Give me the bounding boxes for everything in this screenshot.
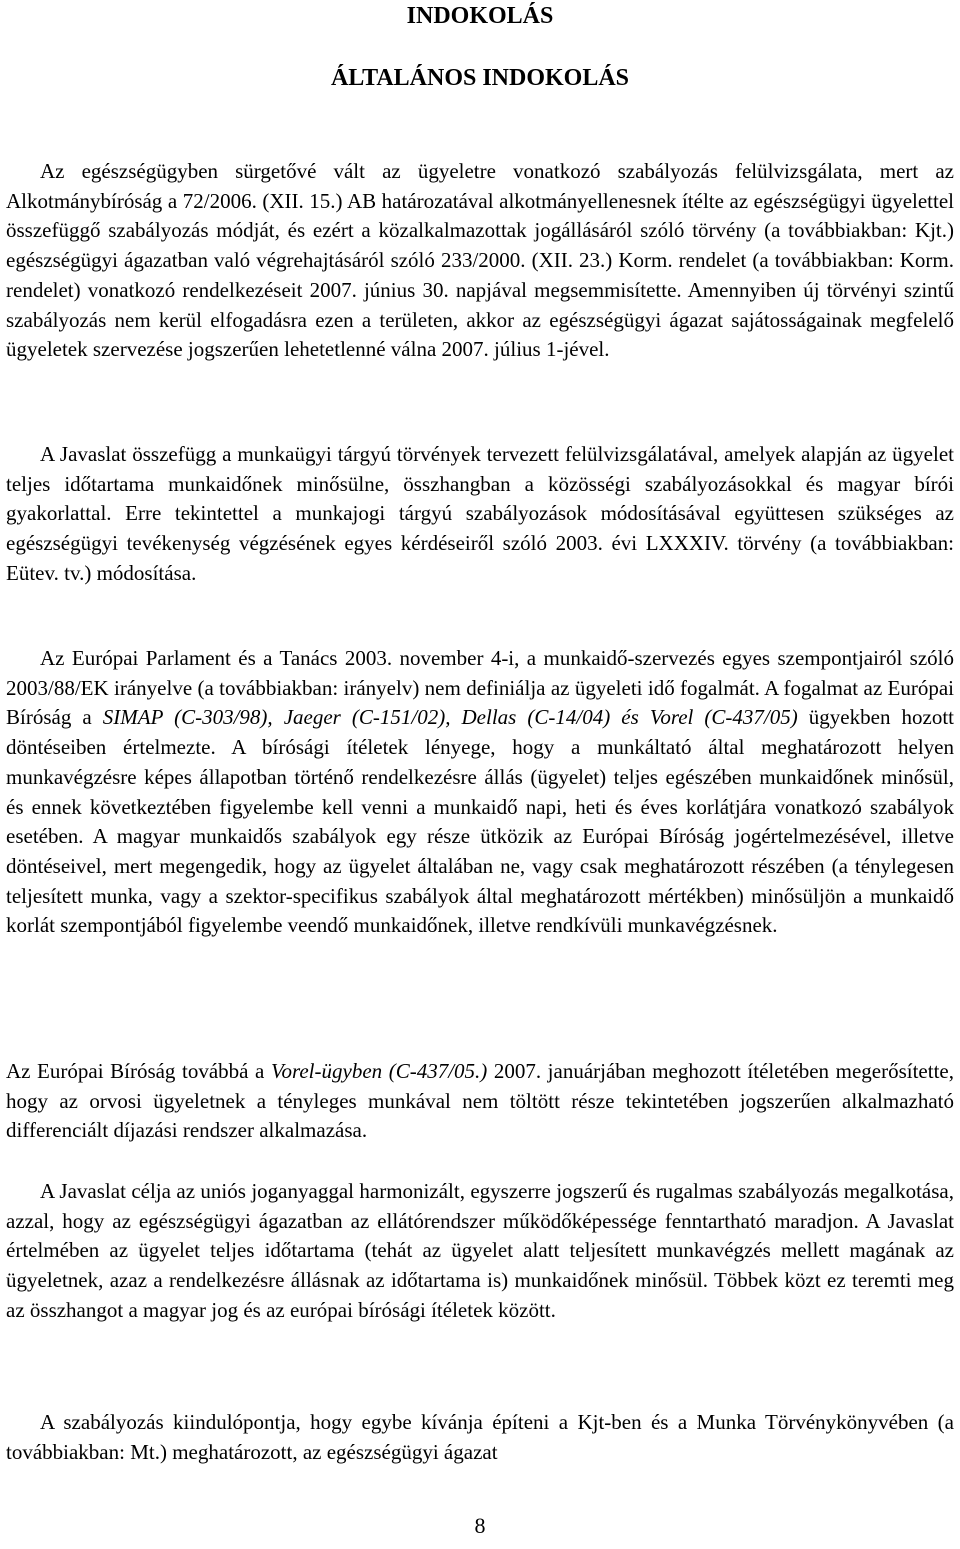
paragraph-2: A Javaslat összefügg a munkaügyi tárgyú törvények tervezett felülvizsgálatával, amelyek alapján az ügyelet teljes időtartama munkaidőnek minősülne, összhangban a közösségi szabályozásokkal és magyar bírói gyakorlattal. Erre tekintettel a munkajogi tárgyú szabályozások módosításával együttesen szükséges az egészségügyi tevékenység végzésének egyes kérdéseiről szóló 2003. évi LXXXIV. törvény (a továbbiakban: Eütev. tv.) módosítása.	[6, 442, 954, 585]
paragraph-1: Az egészségügyben sürgetővé vált az ügyeletre vonatkozó szabályozás felülvizsgálata, mert az Alkotmánybíróság a 72/2006. (XII. 15.) AB határozatával alkotmányellenesnek ítélte az egészségügyi ügyelettel összefüggő szabályozás módját, és ezért a közalkalmazottak jogállásáról szóló törvény (a továbbiakban: Kjt.) egészségügyi ágazatban való végrehajtásáról szóló 233/2000. (XII. 23.) Korm. rendelet (a továbbiakban: Korm. rendelet) vonatkozó rendelkezéseit 2007. június 30. napjával megsemmisítette. Amennyiben új törvényi szintű szabályozás nem kerül elfogadásra ezen a területen, akkor az egészségügyi ágazat sajátosságainak megfelelő ügyeletek szervezése jogszerűen lehetetlenné válna 2007. július 1-jével.	[6, 159, 954, 362]
paragraph-6: A szabályozás kiindulópontja, hogy egybe kívánja építeni a Kjt-ben és a Munka Törvénykönyvében (a továbbiakban: Mt.) meghatározott, az egészségügyi ágazat	[6, 1410, 954, 1464]
paragraph-4	[6, 1057, 954, 1146]
document-title: INDOKOLÁS	[406, 3, 554, 29]
case-references: SIMAP (C-303/98), Jaeger (C-151/02), Dellas (C-14/04) és Vorel (C-437/05)	[102, 705, 798, 730]
vorel-case-reference: Vorel-ügyben (C-437/05.)	[270, 1059, 488, 1083]
paragraph-3-text-a: Az Európai Parlament és a Tanács 2003. november 4-i, a munkaidő-szervezés egyes szempontjairól szóló 2003/88/EK irányelve (a továbbiakban: irányelv) nem definiálja az ügyeleti idő fogalmát. A fogalmat az Európai Bíróság a	[6, 646, 954, 730]
paragraph-5: A Javaslat célja az uniós joganyaggal harmonizált, egyszerre jogszerű és rugalmas szabályozás megalkotása, azzal, hogy az egészségügyi ágazatban az ellátórendszer működőképessége fenntartható maradjon. A Javaslat értelmében az ügyelet teljes időtartama (tehát az ügyelet alatt teljesített munkavégzés mellett magának az ügyeletnek, azaz a rendelkezésre állásnak az időtartama is) munkaidőnek minősül. Többek közt ez teremti meg az összhangot a magyar jog és az európai bírósági ítéletek között.	[6, 1179, 954, 1322]
section-title: ÁLTALÁNOS INDOKOLÁS	[330, 65, 630, 91]
paragraph-3-text-b: ügyekben hozott döntéseiben értelmezte. A bírósági ítéletek lényege, hogy a munkáltató által meghatározott helyen munkavégzésre képes állapotban történő rendelkezésre állás (ügyelet) teljes egészében munkaidőnek minősül, és ennek következtében figyelembe kell venni a munkaidő napi, heti és éves korlátjára vonatkozó szabályok esetében. A magyar munkaidős szabályok egy része ütközik az Európai Bíróság jogértelmezésével, illetve döntéseivel, mert megengedik, hogy az ügyelet általában ne, vagy csak meghatározott részében (a ténylegesen teljesített munka, vagy a szektor-specifikus szabályok által meghatározott mértékben) minősüljön a munkaidő korlát szempontjából figyelembe veendő munkaidőnek, illetve rendkívüli munkavégzésnek.	[6, 705, 954, 938]
page-number: 8	[474, 1513, 486, 1538]
paragraph-4-text-a: Az Európai Bíróság továbbá a	[6, 1059, 271, 1083]
paragraph-4-text-b: 2007. januárjában meghozott ítéletében megerősítette, hogy az orvosi ügyeletnek a tényleges munkával nem töltött része tekintetében jogszerűen alkalmazható differenciált díjazási rendszer alkalmazása.	[6, 1059, 954, 1143]
paragraph-3	[6, 644, 954, 941]
